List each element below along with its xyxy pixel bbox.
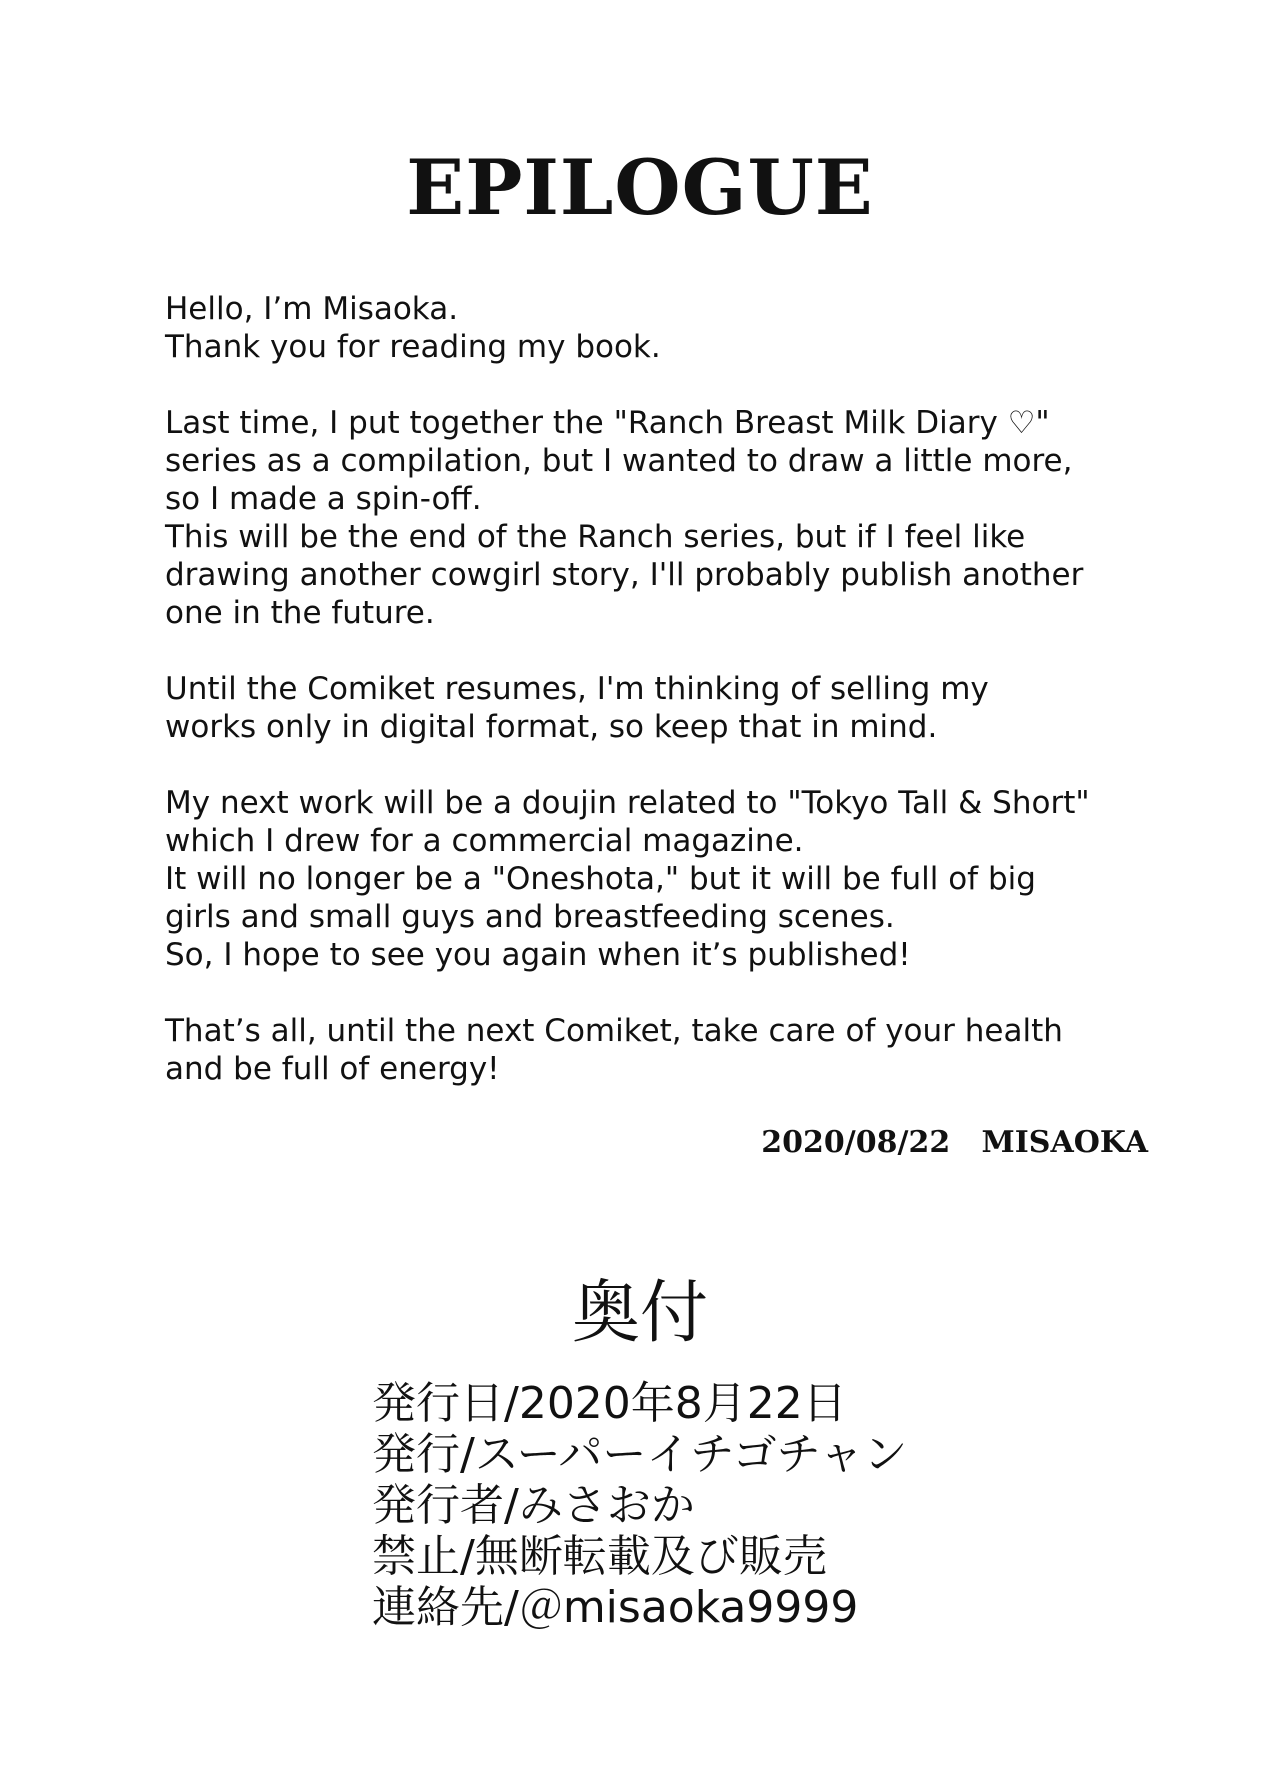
colophon-line-publisher: 発行/スーパーイチゴチャン — [372, 1429, 908, 1480]
colophon-line-publish-date: 発行日/2020年8月22日 — [372, 1378, 847, 1429]
text-line: It will no longer be a "Oneshota," but it will be full of big — [165, 861, 1036, 897]
text-line: which I drew for a commercial magazine. — [165, 823, 804, 859]
text-line: girls and small guys and breastfeeding scenes. — [165, 899, 895, 935]
signature-author: MISAOKA — [981, 1125, 1148, 1160]
colophon-line-author: 発行者/みさおか — [372, 1480, 695, 1531]
paragraph — [165, 290, 1175, 366]
signature-date: 2020/08/22 — [761, 1125, 951, 1160]
paragraph — [165, 670, 1175, 746]
text-line: Until the Comiket resumes, I'm thinking of selling my — [165, 671, 989, 707]
colophon-block — [372, 1378, 907, 1633]
signature — [761, 1125, 1148, 1160]
text-line: works only in digital format, so keep that in mind. — [165, 709, 938, 745]
text-line: This will be the end of the Ranch series, but if I feel like — [165, 519, 1026, 555]
text-line: one in the future. — [165, 595, 435, 631]
text-line: Hello, I’m Misaoka. — [165, 291, 459, 327]
text-line: series as a compilation, but I wanted to draw a little more, — [165, 443, 1073, 479]
text-line: Thank you for reading my book. — [165, 329, 661, 365]
colophon-line-contact: 連絡先/＠misaoka9999 — [372, 1582, 859, 1633]
text-line: So, I hope to see you again when it’s published! — [165, 937, 911, 973]
text-line: My next work will be a doujin related to "Tokyo Tall & Short" — [165, 785, 1090, 821]
text-line: Last time, I put together the "Ranch Breast Milk Diary ♡" — [165, 405, 1050, 441]
colophon-heading: 奥付 — [571, 1274, 708, 1353]
text-line: drawing another cowgirl story, I'll probably publish another — [165, 557, 1084, 593]
epilogue-body — [165, 290, 1175, 1126]
text-line: and be full of energy! — [165, 1051, 500, 1087]
paragraph — [165, 784, 1175, 974]
paragraph — [165, 404, 1175, 632]
paragraph — [165, 1012, 1175, 1088]
colophon-line-prohibition: 禁止/無断転載及び販売 — [372, 1531, 827, 1582]
text-line: That’s all, until the next Comiket, take care of your health — [165, 1013, 1063, 1049]
text-line: so I made a spin-off. — [165, 481, 482, 517]
page-title: EPILOGUE — [406, 143, 874, 232]
